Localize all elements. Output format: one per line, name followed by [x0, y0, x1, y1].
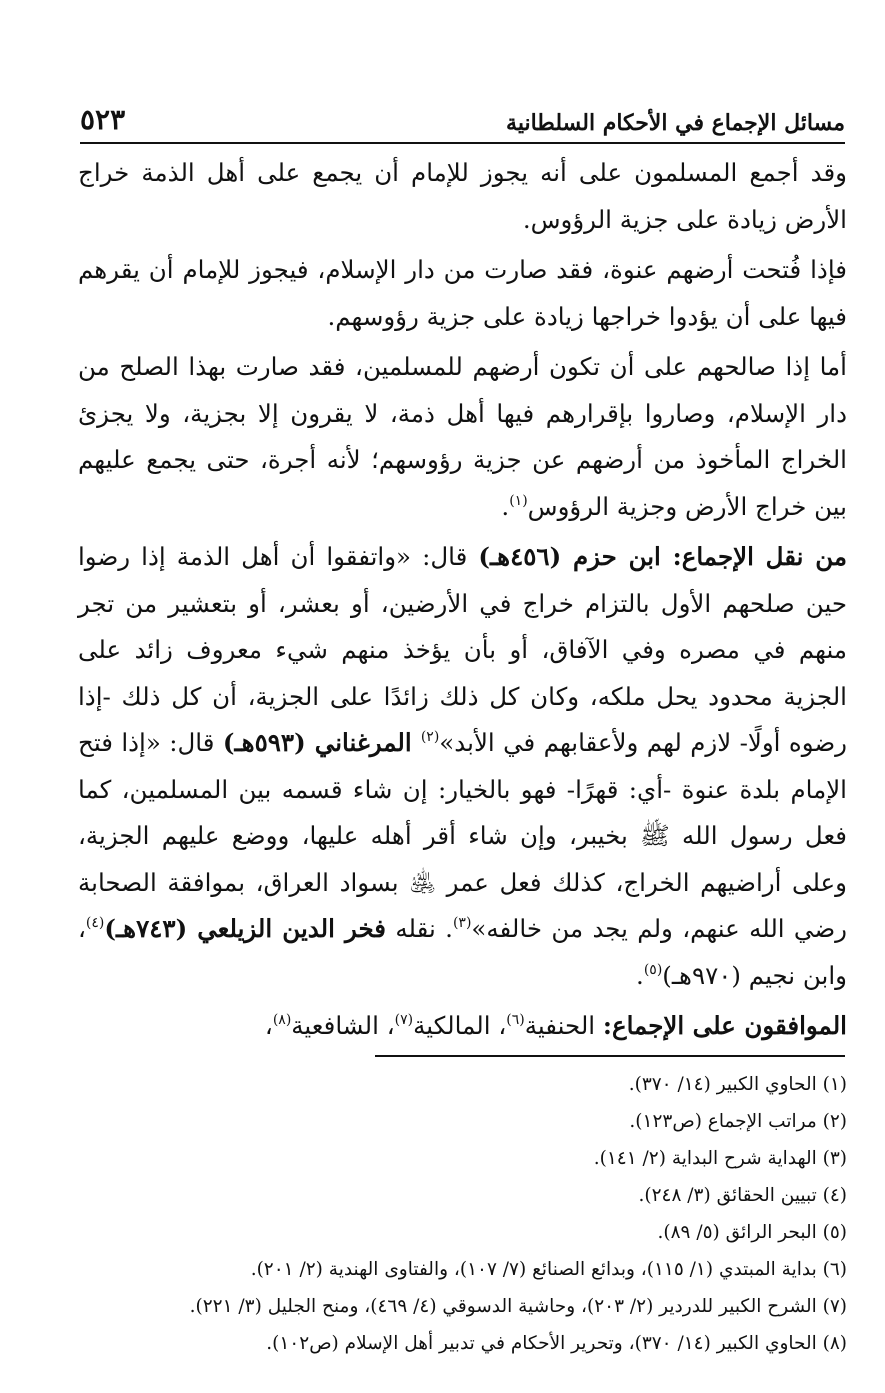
paragraph-4 [78, 534, 847, 999]
footnote-divider [375, 1055, 845, 1057]
paragraph-1-text: وقد أجمع المسلمون على أنه يجوز للإمام أن يجمع على أهل الذمة خراج الأرض زيادة على جزية الرؤوس. [78, 158, 847, 234]
footnote-ref-8: (٨) [272, 1012, 292, 1028]
footnote-ref-5: (٥) [643, 961, 663, 978]
main-text [78, 150, 847, 1054]
footnote-ref-7: (٧) [394, 1012, 414, 1028]
scholar-marghinani: المرغناني (٥٩٣هـ) [222, 728, 421, 757]
footnote-ref-6: (٦) [506, 1012, 525, 1028]
running-title: مسائل الإجماع في الأحكام السلطانية [506, 110, 845, 136]
school-hanafi: الحنفية [524, 1011, 603, 1040]
footnote-ref-3: (٣) [452, 915, 472, 931]
paragraph-3-text: أما إذا صالحهم على أن تكون أرضهم للمسلمين، فقد صارت بهذا الصلح من دار الإسلام، وصاروا بإقرارهم فيها أهل ذمة، لا يقرون إلا بجزية، ولا يجزئ الخراج المأخوذ من أرضهم عن جزية رؤوسهم؛ لأنه أجرة، حتى يجمع عليهم بين خراج الأرض وجزية الرؤوس [78, 352, 847, 521]
footnotes [60, 1066, 847, 1362]
footnote-1: (١) الحاوي الكبير (١٤/ ٣٧٠). [628, 1074, 847, 1095]
paragraph-2-text: فإذا فُتحت أرضهم عنوة، فقد صارت من دار الإسلام، فيجوز للإمام أن يقرهم فيها على أن يؤدوا خراجها زيادة على جزية رؤوسهم. [78, 255, 847, 331]
ibn-hazm-quote: قال: «واتفقوا أن أهل الذمة إذا رضوا حين صلحهم الأول بالتزام خراج في الأرضين، أو بعشر، أو بتعشير من تجر منهم في مصره وفي الآفاق، أو بأن يؤخذ منهم شيء معروف زائد على الجزية محدود يحل ملكه، وكان كل ذلك زائدًا على الجزية، أن كل ذلك -إذا رضوه أولًا- لازم لهم ولأعقابهم في الأبد» [78, 542, 848, 757]
footnote-4: (٤) تبيين الحقائق (٣/ ٢٤٨). [638, 1185, 847, 1206]
agreeing-heading: الموافقون على الإجماع: [602, 1011, 847, 1040]
paragraph-4-end: . [636, 960, 644, 990]
page-number: ٥٢٣ [80, 103, 126, 136]
footnote-ref-4: (٤) [85, 915, 105, 931]
footnote-3: (٣) الهداية شرح البداية (٢/ ١٤١). [593, 1148, 847, 1169]
footnote-ref-2: (٢) [420, 729, 440, 745]
footnote-8: (٨) الحاوي الكبير (١٤/ ٣٧٠)، وتحرير الأحكام في تدبير أهل الإسلام (ص١٠٢). [266, 1333, 847, 1354]
paragraph-3-end: . [501, 491, 510, 521]
paragraph-3 [78, 344, 847, 530]
ibn-nujaym-text: ، وابن نجيم (٩٧٠هـ) [78, 914, 847, 990]
footnote-5: (٥) البحر الرائق (٥/ ٨٩). [657, 1222, 847, 1243]
paragraph-2 [78, 247, 847, 340]
paragraph-5-end: ، [264, 1011, 273, 1040]
transmission-text: . نقله [386, 914, 453, 943]
marghinani-quote: قال: «إذا فتح الإمام بلدة عنوة -أي: قهرًا- فهو بالخيار: إن شاء قسمه بين المسلمين، كما فعل رسول الله ﷺ بخيبر، وإن شاء أقر أهله عليها، ووضع عليهم الجزية، وعلى أراضيهم الخراج، كذلك فعل عمر ﵁ بسواد العراق، بموافقة الصحابة رضي الله عنهم، ولم يجد من خالفه» [78, 728, 847, 943]
consensus-heading: من نقل الإجماع: ابن حزم (٤٥٦هـ) [478, 542, 847, 571]
footnote-2: (٢) مراتب الإجماع (ص١٢٣). [629, 1111, 847, 1132]
paragraph-5 [78, 1003, 847, 1050]
school-maliki: ، المالكية [413, 1011, 507, 1040]
school-shafii: ، الشافعية [291, 1011, 395, 1040]
footnote-6: (٦) بداية المبتدي (١/ ١١٥)، وبدائع الصنائع (٧/ ١٠٧)، والفتاوى الهندية (٢/ ٢٠١). [250, 1259, 847, 1280]
footnote-7: (٧) الشرح الكبير للدردير (٢/ ٢٠٣)، وحاشية الدسوقي (٤/ ٤٦٩)، ومنح الجليل (٣/ ٢٢١). [189, 1296, 847, 1317]
scholar-zaylai: فخر الدين الزيلعي (٧٤٣هـ) [104, 914, 387, 943]
page-header [80, 78, 845, 144]
footnote-ref-1: (١) [509, 492, 528, 509]
paragraph-1 [78, 150, 847, 243]
